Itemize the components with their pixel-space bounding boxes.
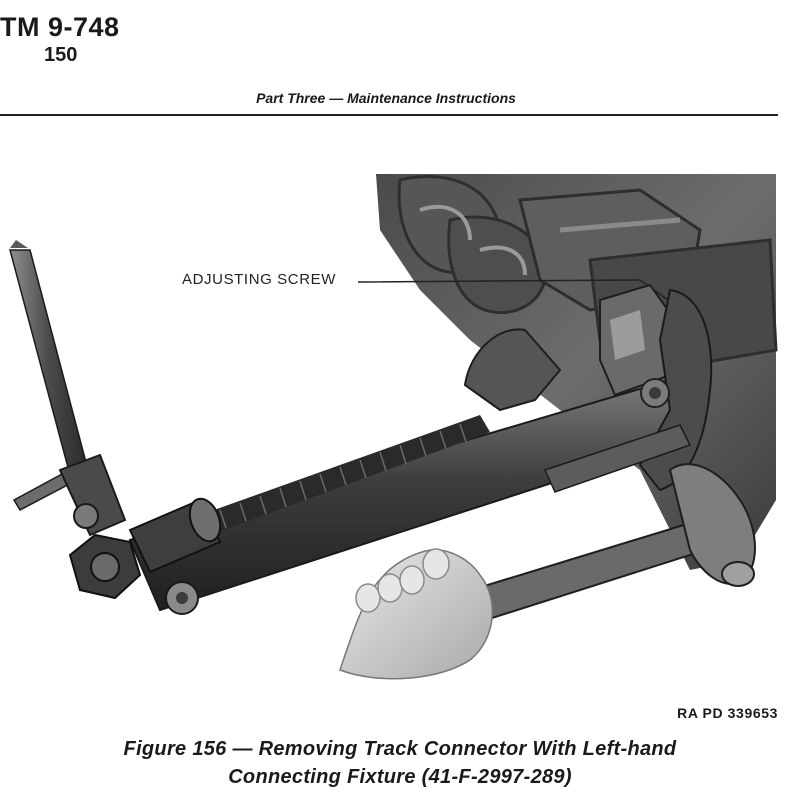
figure-caption [60,735,740,791]
tm-number: TM 9-748 [0,12,120,42]
ra-reference: RA PD 339653 [677,705,778,721]
section-title: Part Three — Maintenance Instructions [256,90,516,106]
caption-line-2: Connecting Fixture (41-F-2997-289) [228,766,572,788]
header-rule [0,114,778,116]
page-number: 150 [44,44,78,66]
figure-photo [0,170,794,690]
caption-line-1: Figure 156 — Removing Track Connector With Left-hand [123,738,677,760]
adjusting-screw-callout: ADJUSTING SCREW [182,271,337,288]
